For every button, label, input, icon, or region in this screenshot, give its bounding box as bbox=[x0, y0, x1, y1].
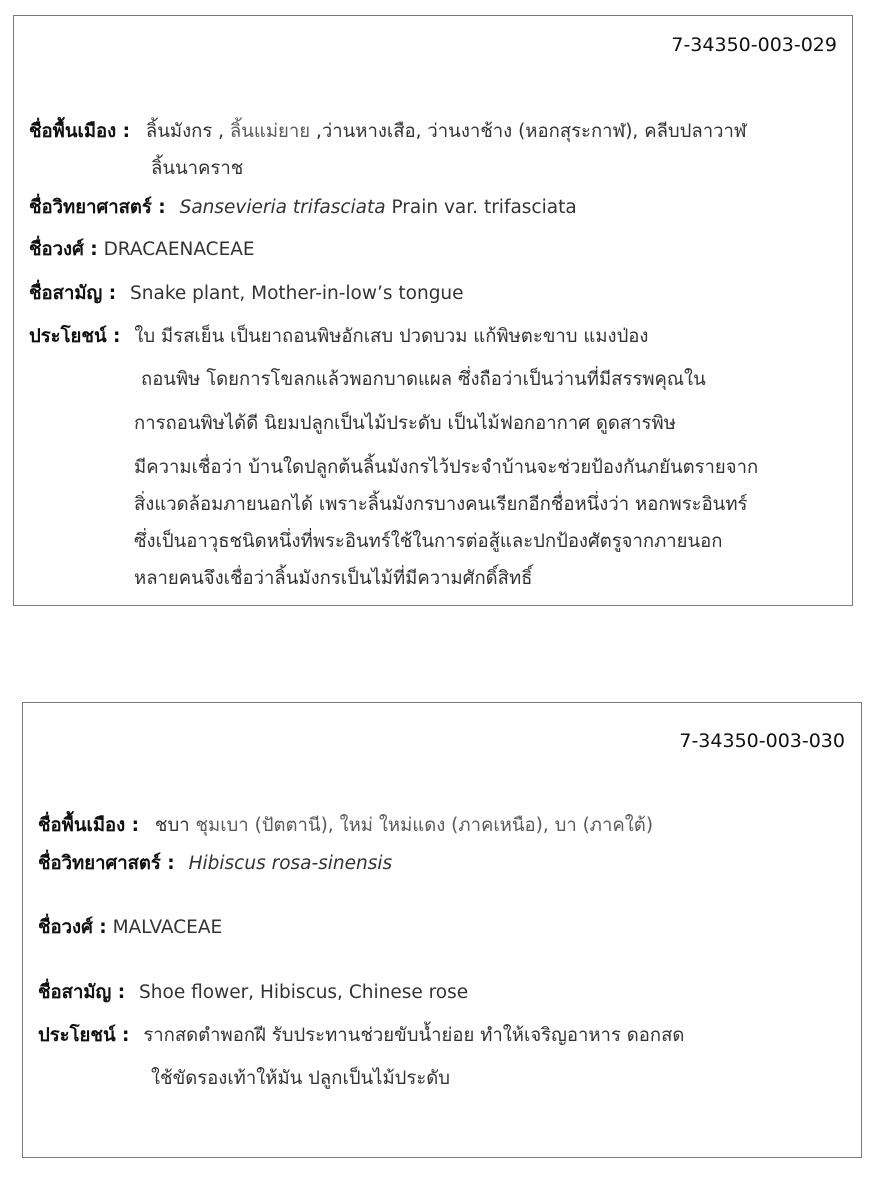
specimen-card-2 bbox=[22, 702, 862, 1158]
family-row bbox=[38, 916, 222, 940]
local-name-label: ชื่อพื้นเมือง : bbox=[38, 815, 140, 836]
scientific-name-row bbox=[38, 852, 392, 876]
common-name-value: Shoe flower, Hibiscus, Chinese rose bbox=[139, 982, 469, 1003]
common-name-label: ชื่อสามัญ : bbox=[38, 982, 126, 1003]
family-row bbox=[29, 238, 255, 262]
uses-line: ใช้ขัดรองเท้าให้มัน ปลูกเป็นไม้ประดับ bbox=[151, 1068, 451, 1089]
uses-line: การถอนพิษได้ดี นิยมปลูกเป็นไม้ประดับ เป็นไม้ฟอกอากาศ ดูดสารพิษ bbox=[134, 413, 676, 434]
uses-line: ใบ มีรสเย็น เป็นยาถอนพิษอักเสบ ปวดบวม แก้พิษตะขาบ แมงป่อง bbox=[134, 326, 649, 347]
scientific-name: Sansevieria trifasciata bbox=[179, 197, 386, 218]
local-name-value-b: ลิ้นแม่ยาย bbox=[229, 121, 311, 142]
uses-line: รากสดตำพอกฝี รับประทานช่วยขับน้ำย่อย ทำให้เจริญอาหาร ดอกสด bbox=[143, 1025, 685, 1046]
scientific-author: Prain var. trifasciata bbox=[391, 197, 577, 218]
common-name-label: ชื่อสามัญ : bbox=[29, 283, 117, 304]
common-name-row bbox=[38, 981, 468, 1005]
uses-line: ซึ่งเป็นอาวุธชนิดหนึ่งที่พระอินทร์ใช้ในการต่อสู้และปกป้องศัตรูจากภายนอก bbox=[134, 531, 723, 552]
local-name-value-a: ลิ้นมังกร , bbox=[145, 121, 225, 142]
uses-line: สิ่งแวดล้อมภายนอกได้ เพราะลิ้นมังกรบางคนเรียกอีกชื่อหนึ่งว่า หอกพระอินทร์ bbox=[134, 494, 748, 515]
common-name-value: Snake plant, Mother-in-low’s tongue bbox=[130, 283, 464, 304]
scientific-name-row bbox=[29, 196, 577, 220]
scientific-name: Hibiscus rosa-sinensis bbox=[188, 853, 393, 874]
local-name-line2: ลิ้นนาคราช bbox=[151, 158, 244, 179]
specimen-code: 7-34350-003-030 bbox=[679, 730, 845, 752]
common-name-row bbox=[29, 282, 464, 306]
family-value: DRACAENACEAE bbox=[103, 239, 255, 260]
specimen-code: 7-34350-003-029 bbox=[671, 34, 837, 56]
local-name-row bbox=[38, 814, 653, 838]
uses-line: มีความเชื่อว่า บ้านใดปลูกต้นลิ้นมังกรไว้ประจำบ้านจะช่วยป้องกันภยันตรายจาก bbox=[134, 457, 759, 478]
local-name-value-a: ชบา bbox=[154, 815, 190, 836]
local-name-value-c: ,ว่านหางเสือ, ว่านงาช้าง (หอกสุระกาฬ), คลีบปลาวาฬ bbox=[315, 121, 747, 142]
specimen-card-1 bbox=[13, 15, 853, 606]
uses-line: ถอนพิษ โดยการโขลกแล้วพอกบาดแผล ซึ่งถือว่าเป็นว่านที่มีสรรพคุณใน bbox=[141, 369, 706, 390]
uses-row bbox=[29, 325, 648, 349]
local-name-row bbox=[29, 120, 747, 144]
uses-label: ประโยชน์ : bbox=[38, 1025, 130, 1046]
family-label: ชื่อวงศ์ : bbox=[38, 917, 107, 938]
scientific-name-label: ชื่อวิทยาศาสตร์ : bbox=[29, 197, 166, 218]
uses-row bbox=[38, 1024, 684, 1048]
family-label: ชื่อวงศ์ : bbox=[29, 239, 98, 260]
uses-label: ประโยชน์ : bbox=[29, 326, 121, 347]
uses-line: หลายคนจึงเชื่อว่าลิ้นมังกรเป็นไม้ที่มีความศักดิ์สิทธิ์ bbox=[134, 568, 533, 589]
scientific-name-label: ชื่อวิทยาศาสตร์ : bbox=[38, 853, 175, 874]
local-name-label: ชื่อพื้นเมือง : bbox=[29, 121, 131, 142]
local-name-value-b: ชุมเบา (ปัตตานี), ใหม่ ใหม่แดง (ภาคเหนือ), บา (ภาคใต้) bbox=[195, 815, 654, 836]
family-value: MALVACEAE bbox=[112, 917, 223, 938]
